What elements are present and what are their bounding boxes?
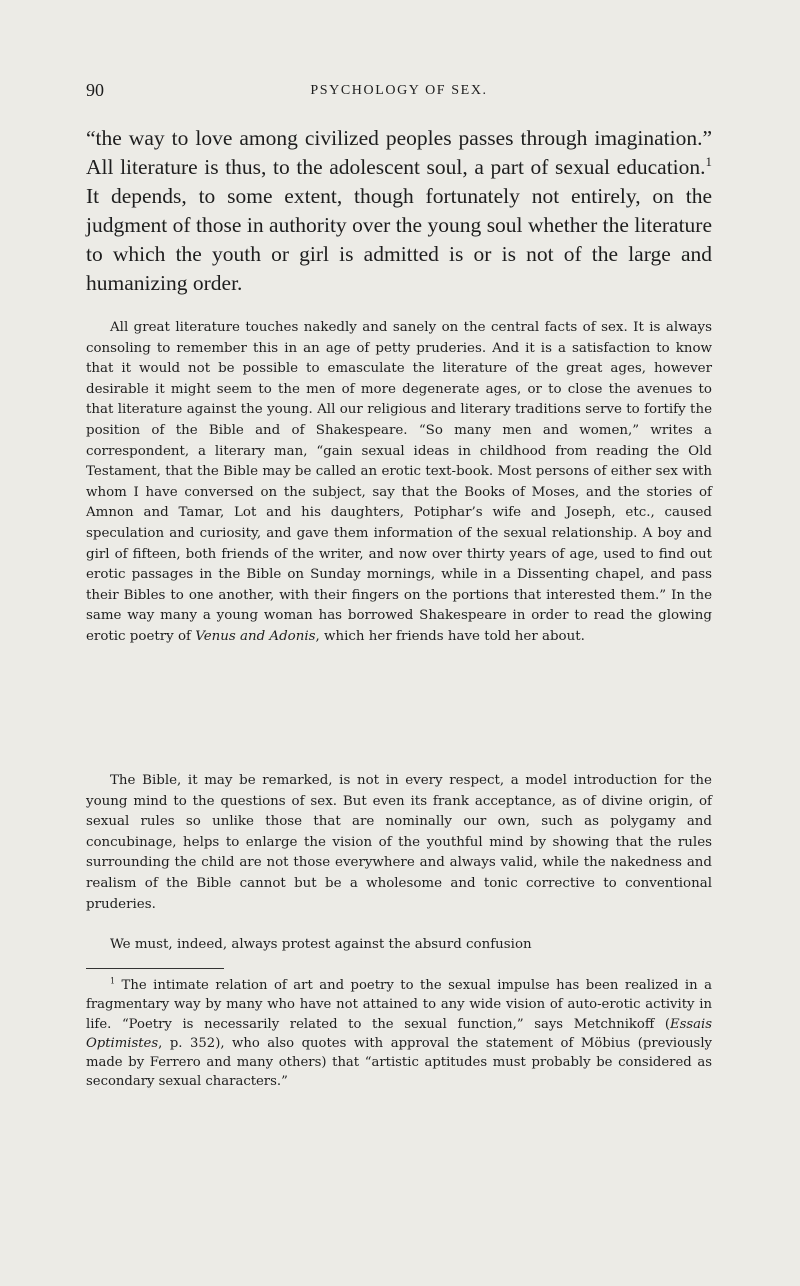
footnote-divider (86, 968, 224, 969)
paragraph-confusion: We must, indeed, always protest against the absurd confusion (110, 937, 532, 952)
paragraph-literature-text-b: , which her friends have told her about. (315, 628, 585, 644)
paragraph-lead (86, 124, 712, 298)
footnote-reference: 1 (705, 154, 712, 169)
footnote-text-b: , p. 352), who also quotes with approval the statement of Möbius (previously made by Ferrero and many others) that “artistic aptitudes must probably be considered as secondary sexual characters.” (86, 1035, 712, 1090)
paragraph-literature (86, 318, 712, 648)
paragraph-lead-text-a: “the way to love among civilized peoples passes through imagination.” All literature is thus, to the adolescent soul, a part of sexual education. (86, 126, 712, 179)
running-head: PSYCHOLOGY OF SEX. (310, 83, 488, 98)
paragraph-bible: The Bible, it may be remarked, is not in every respect, a model introduction for the young mind to the questions of sex. But even its frank acceptance, as of divine origin, of sexual rules so unlike those that are nominally our own, such as polygamy and concubinage, helps to enlarge the vision of the youthful mind by showing that the rules surrounding the child are not those everywhere and always valid, while the nakedness and realism of the Bible cannot but be a wholesome and tonic corrective to conventional pruderies. (86, 773, 712, 912)
footnote-text-a: The intimate relation of art and poetry to the sexual impulse has been realized in a fragmentary way by many who have not attained to any wide vision of auto-erotic activity in life. “Poetry is necessarily related to the sexual function,” says Metchnikoff ( (86, 978, 712, 1032)
page-header (86, 80, 712, 104)
footnote-marker: 1 (110, 976, 116, 986)
footnote (86, 976, 712, 1092)
venus-and-adonis-title: Venus and Adonis (195, 628, 316, 644)
page-number: 90 (86, 80, 104, 100)
paragraph-literature-text-a: All great literature touches nakedly and sanely on the central facts of sex. It is always consoling to remember this in an age of petty pruderies. And it is a satisfaction to know that it would not be possible to emasculate the literature of the great ages, however desirable it might seem to the men of more degenerate ages, or to close the avenues to that literature against the young. All our religious and literary traditions serve to fortify the position of the Bible and of Shakespeare. “So many men and women,” writes a correspondent, a literary man, “gain sexual ideas in childhood from reading the Old Testament, that the Bible may be called an erotic text-book. Most persons of either sex with whom I have conversed on the subject, say that the Books of Moses, and the stories of Amnon and Tamar, Lot and his daughters, Potiphar’s wife and Joseph, etc., caused speculation and curiosity, and gave them information of the sexual relationship. A boy and girl of fifteen, both friends of the writer, and now over thirty years of age, used to find out erotic passages in the Bible on Sunday mornings, while in a Dissenting chapel, and pass their Bibles to one another, with their fingers on the portions that interested them.” In the same way many a young woman has borrowed Shakespeare in order to read the glowing erotic poetry of (86, 320, 712, 644)
essais-optimistes-title: Essais Optimistes (86, 1016, 712, 1051)
paragraph-lead-text-b: It depends, to some extent, though fortunately not entirely, on the judgment of those in authority over the young soul whether the literature to which the youth or girl is admitted is or is not of the large and humanizing order. (86, 184, 712, 295)
